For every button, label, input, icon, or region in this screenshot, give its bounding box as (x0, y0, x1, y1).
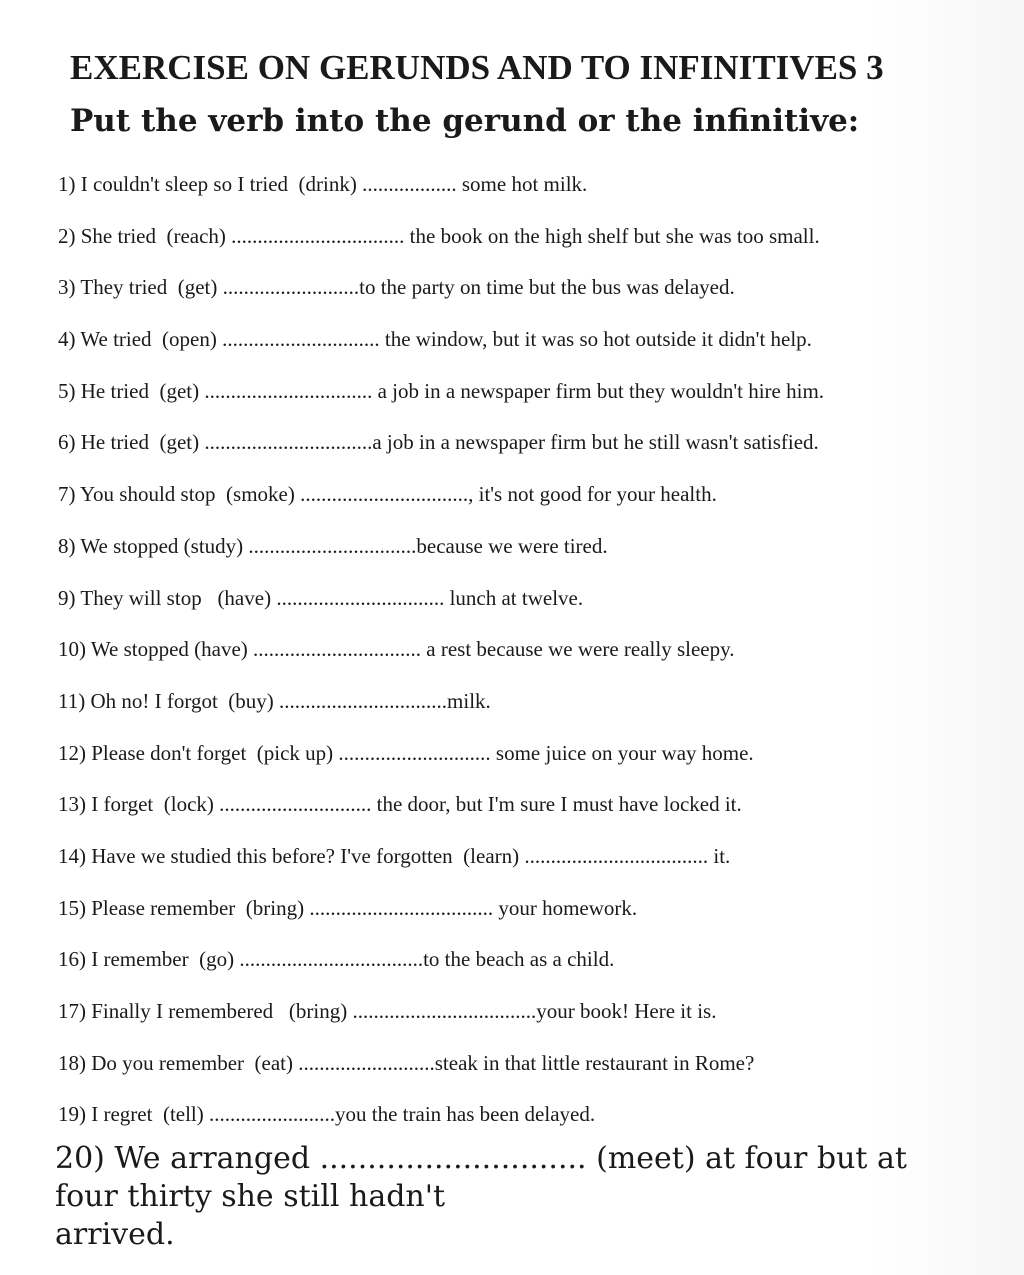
exercise-item (58, 685, 1024, 737)
exercise-text: 6) He tried (get) ................................a job in a newspaper firm but he still wasn't satisfied. (58, 430, 819, 455)
worksheet-instruction: Put the verb into the gerund or the infinitive: (70, 103, 860, 139)
exercise-item (58, 1047, 1024, 1099)
exercise-text: 16) I remember (go) ...................................to the beach as a child. (58, 947, 615, 972)
exercise-item (58, 892, 1024, 944)
exercise-text: 8) We stopped (study) ................................because we were tired. (58, 533, 608, 558)
exercise-item (58, 530, 1024, 582)
exercise-text: 2) She tried (reach) ................................. the book on the high shelf but she was too small. (58, 223, 820, 248)
exercise-text: 7) You should stop (smoke) ................................, it's not good for your health. (58, 482, 717, 507)
exercise-20-line-1: 20) We arranged ............................ (meet) at four but at (55, 1141, 907, 1176)
exercise-item (58, 840, 1024, 892)
exercise-text: 15) Please remember (bring) ................................... your homework. (58, 895, 638, 920)
exercise-text: 3) They tried (get) ..........................to the party on time but the bus was delayed. (58, 275, 735, 300)
exercise-item (58, 271, 1024, 323)
exercise-item (58, 737, 1024, 789)
exercise-item (58, 323, 1024, 375)
exercise-item (58, 633, 1024, 685)
exercise-text: 1) I couldn't sleep so I tried (drink) .................. some hot milk. (58, 172, 588, 196)
exercise-item (58, 995, 1024, 1047)
exercise-item (58, 375, 1024, 427)
exercise-item (58, 943, 1024, 995)
exercise-item (58, 220, 1024, 272)
exercise-item (58, 788, 1024, 840)
exercise-text: 18) Do you remember (eat) ..........................steak in that little restaurant in Rome? (58, 1050, 755, 1075)
exercise-text: 10) We stopped (have) ................................ a rest because we were really sleepy. (58, 637, 735, 662)
exercise-text: 12) Please don't forget (pick up) ............................. some juice on your way home. (58, 740, 754, 765)
exercise-text: 11) Oh no! I forgot (buy) ................................milk. (58, 688, 491, 713)
worksheet-title: EXERCISE ON GERUNDS AND TO INFINITIVES 3 (70, 48, 884, 87)
exercise-item (58, 582, 1024, 634)
exercise-text: 19) I regret (tell) ........................you the train has been delayed. (58, 1102, 596, 1127)
exercise-item (58, 168, 1024, 220)
exercise-list (58, 168, 1024, 1150)
exercise-item (58, 478, 1024, 530)
exercise-text: 14) Have we studied this before? I've forgotten (learn) ................................... it. (58, 843, 731, 868)
exercise-20-line-2: four thirty she still hadn't (55, 1179, 446, 1214)
exercise-20-line-3: arrived. (55, 1217, 175, 1252)
exercise-text: 17) Finally I remembered (bring) ...................................your book! Here it is. (58, 999, 717, 1023)
exercise-text: 13) I forget (lock) ............................. the door, but I'm sure I must have locked it. (58, 792, 742, 817)
exercise-item-20 (55, 1140, 1015, 1254)
exercise-text: 9) They will stop (have) ................................ lunch at twelve. (58, 585, 584, 610)
exercise-item (58, 426, 1024, 478)
exercise-text: 4) We tried (open) .............................. the window, but it was so hot outside it didn't help. (58, 327, 812, 352)
exercise-text: 5) He tried (get) ................................ a job in a newspaper firm but they wouldn't hire him. (58, 378, 825, 403)
